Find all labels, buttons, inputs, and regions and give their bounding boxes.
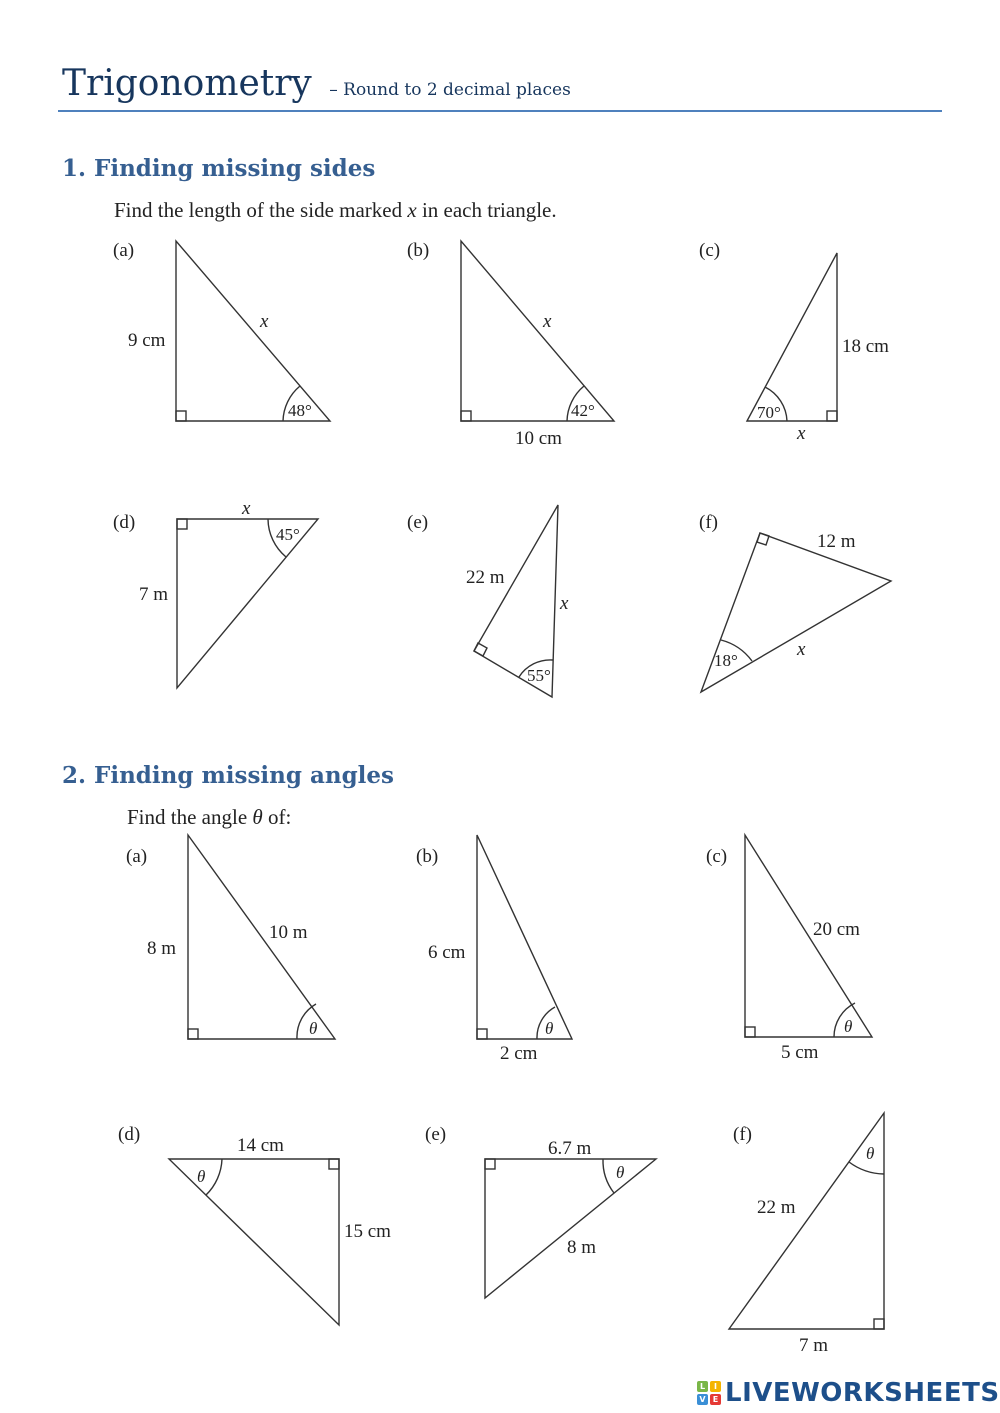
side-label-1d: 7 m [139,584,169,605]
logo-letter: L [697,1381,708,1392]
right-angle-marker [176,411,186,421]
instruction-text-end: in each triangle. [416,198,557,222]
label-1f: (f) [699,512,718,533]
side2-label-2d: 15 cm [344,1221,391,1242]
triangle-2f [729,1113,884,1329]
title-main: Trigonometry [62,63,312,104]
label-2b: (b) [416,846,439,867]
triangle-1c [747,253,837,421]
section2-heading: 2. Finding missing angles [62,762,394,789]
right-angle-marker [188,1029,198,1039]
side1-label-2f: 22 m [757,1197,796,1218]
angle-label-1a: 48° [288,401,312,420]
side1-label-2c: 20 cm [813,919,860,940]
angle-label-1b: 42° [571,401,595,420]
instruction-text-end: of: [262,805,292,829]
unknown-label-1e: x [560,593,569,614]
angle-arc [206,1159,222,1195]
side-label-1f: 12 m [817,531,856,552]
instruction-variable: θ [252,805,263,829]
right-angle-marker [485,1159,495,1169]
right-angle-marker [329,1159,339,1169]
side-label-1a: 9 cm [128,330,166,351]
side-label-1c: 18 cm [842,336,889,357]
label-1c: (c) [699,240,721,261]
label-1e: (e) [407,512,429,533]
triangle-2b [477,835,572,1039]
live-logo-icon [697,1381,721,1405]
side-label-1b: 10 cm [515,428,562,449]
unknown-label-1a: x [260,311,269,332]
side2-label-2c: 5 cm [781,1042,819,1063]
right-angle-marker [477,1029,487,1039]
liveworksheets-logo [697,1378,1000,1408]
triangle-2e [485,1159,656,1298]
label-2f: (f) [733,1124,752,1145]
logo-letter: E [710,1394,721,1405]
brand-name: LIVEWORKSHEETS [725,1378,1000,1408]
label-2e: (e) [425,1124,447,1145]
triangle-1a [176,241,330,421]
right-angle-marker [461,411,471,421]
right-angle-marker [827,411,837,421]
instruction-text: Find the angle [127,805,253,829]
side2-label-2a: 10 m [269,922,308,943]
theta-label-2a: θ [309,1019,318,1038]
side1-label-2b: 6 cm [428,942,466,963]
right-angle-marker [874,1319,884,1329]
side1-label-2a: 8 m [147,938,177,959]
theta-label-2e: θ [616,1163,625,1182]
label-1a: (a) [113,240,135,261]
angle-arc [603,1159,614,1193]
side1-label-2d: 14 cm [237,1135,284,1156]
theta-label-2d: θ [197,1167,206,1186]
angle-label-1e: 55° [527,666,551,685]
side2-label-2f: 7 m [799,1335,829,1356]
triangle-1d [177,519,318,688]
theta-label-2b: θ [545,1019,554,1038]
unknown-label-1f: x [797,639,806,660]
instruction-variable: x [407,198,417,222]
triangle-2d [169,1159,339,1325]
unknown-label-1b: x [543,311,552,332]
label-2d: (d) [118,1124,141,1145]
label-1b: (b) [407,240,430,261]
theta-label-2f: θ [866,1144,875,1163]
right-angle-marker [177,519,187,529]
side-label-1e: 22 m [466,567,505,588]
label-1d: (d) [113,512,136,533]
label-2a: (a) [126,846,148,867]
instruction-text: Find the length of the side marked [114,198,408,222]
unknown-label-1c: x [797,423,806,444]
triangle-2a [188,835,335,1039]
right-angle-marker [474,643,487,656]
theta-label-2c: θ [844,1017,853,1036]
label-2c: (c) [706,846,728,867]
right-angle-marker [745,1027,755,1037]
angle-label-1c: 70° [757,403,781,422]
angle-label-1f: 18° [714,651,738,670]
title-subtitle: – Round to 2 decimal places [329,80,571,100]
unknown-label-1d: x [242,498,251,519]
logo-letter: V [697,1394,708,1405]
side2-label-2b: 2 cm [500,1043,538,1064]
logo-letter: I [710,1381,721,1392]
section1-heading: 1. Finding missing sides [62,155,376,182]
side2-label-2e: 8 m [567,1237,597,1258]
side1-label-2e: 6.7 m [548,1138,592,1159]
triangle-1b [461,241,614,421]
angle-arc [849,1162,884,1174]
angle-label-1d: 45° [276,525,300,544]
